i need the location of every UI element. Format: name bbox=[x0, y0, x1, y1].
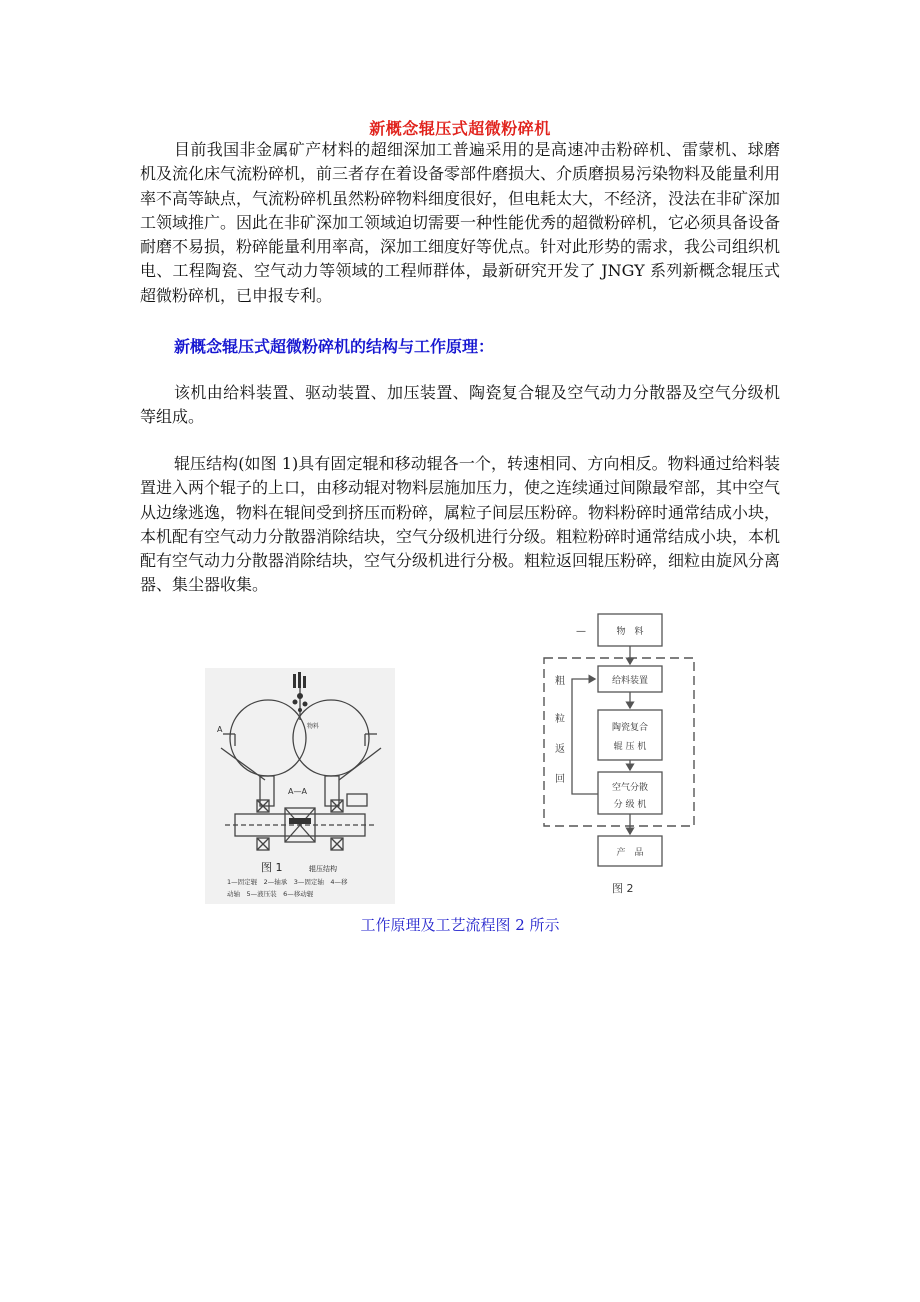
figure-2-label: 图 2 bbox=[612, 882, 634, 895]
figure-1-name: 辊压结构 bbox=[309, 865, 337, 873]
intro-paragraph: 目前我国非金属矿产材料的超细深加工普遍采用的是高速冲击粉碎机、雷蒙机、球磨机及流化床气流粉碎机，前三者存在着设备零部件磨损大、介质磨损易污染物料及能量利用率不高等缺点，气流粉碎机虽然粉碎物料细度很好，但电耗太大，不经济，没法在非矿深加工领域推广。因此在非矿深加工领域迫切需要一种性能优秀的超微粉碎机，它必须具备设备耐磨不易损，粉碎能量利用率高，深加工细度好等优点。针对此形势的需求，我公司组织机电、工程陶瓷、空气动力等领域的工程师群体，最新研究开发了 JNGY 系列新概念辊压式超微粉碎机，已申报专利。 bbox=[140, 140, 781, 305]
return-label-3: 返 bbox=[555, 744, 565, 755]
box-classifier-label-1: 空气分散 bbox=[611, 783, 649, 793]
return-label-4: 回 bbox=[555, 774, 565, 785]
feed-label: 物料 bbox=[307, 723, 320, 730]
composition-paragraph: 该机由给料装置、驱动装置、加压装置、陶瓷复合辊及空气动力分散器及空气分级机等组成。 bbox=[140, 383, 780, 427]
structure-paragraph: 辊压结构(如图 1)具有固定辊和移动辊各一个，转速相同、方向相反。物料通过给料装置进入两个辊子的上口，由移动辊对物料层施加压力，使之连续通过间隙最窄部，其中空气从边缘逃逸，物料在辊间受到挤压而粉碎，属粒子间层压粉碎。物料粉碎时通常结成小块，本机配有空气动力分散器消除结块，空气分级机进行分级。粗粒粉碎时通常结成小块，本机配有空气动力分散器消除结块，空气分级机进行分极。粗粒返回辊压粉碎，细粒由旋风分离器、集尘器收集。 bbox=[140, 454, 781, 595]
figure-caption: 工作原理及工艺流程图 2 所示 bbox=[360, 916, 560, 934]
box-roller-press-label-2: 辊 压 机 bbox=[613, 742, 647, 752]
figure-2-process-flow bbox=[540, 610, 700, 900]
box-classifier-label-2: 分 级 机 bbox=[613, 800, 647, 810]
return-label-1: 粗 bbox=[555, 676, 565, 687]
figure-1-legend-line2: 动轴 5—液压装 6—移动辊 bbox=[227, 890, 314, 898]
return-label-2: 粒 bbox=[555, 714, 565, 725]
figure-1-legend-line1: 1—固定辊 2—轴承 3—固定轴 4—移 bbox=[227, 878, 348, 886]
box-roller-press-label-1: 陶瓷复合 bbox=[611, 723, 649, 733]
figure-1-roller-structure bbox=[205, 668, 395, 904]
figure-1-label: 图 1 bbox=[261, 861, 283, 874]
figure-2-dash: — bbox=[576, 626, 586, 637]
section-mark-left: A bbox=[217, 725, 223, 734]
box-material-label: 物 料 bbox=[616, 627, 644, 637]
document-title: 新概念辊压式超微粉碎机 bbox=[369, 119, 551, 138]
box-product-label: 产 品 bbox=[616, 848, 644, 858]
section-heading: 新概念辊压式超微粉碎机的结构与工作原理： bbox=[174, 337, 495, 356]
box-roller-press bbox=[598, 710, 662, 760]
box-feeder-label: 给料装置 bbox=[611, 676, 649, 686]
section-label: A—A bbox=[288, 787, 307, 796]
